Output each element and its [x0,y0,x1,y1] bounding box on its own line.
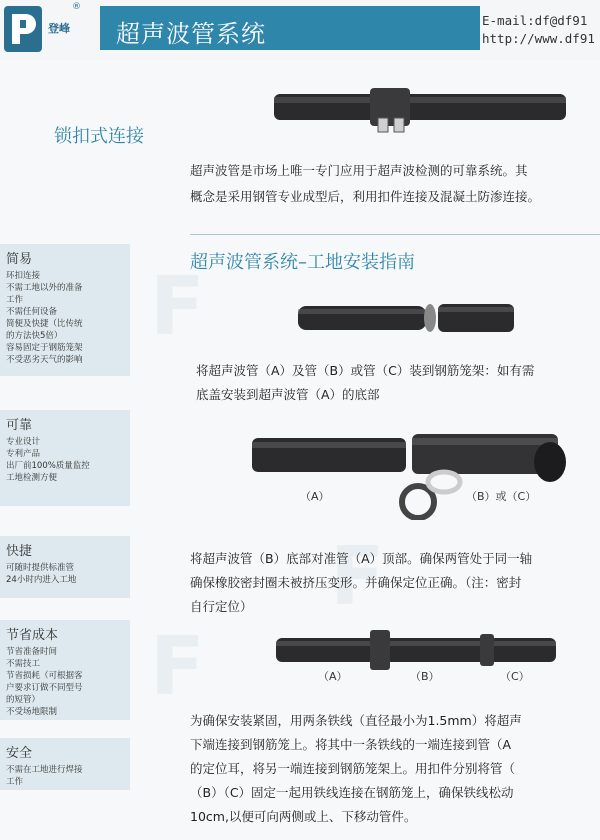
sidebar-line: 不需在工地进行焊接 [6,765,83,775]
label-b-or-c: （B）或（C） [466,490,537,503]
sidebar-line: 简便及快捷（比传统 [6,319,83,329]
pipe-parts-image [250,420,590,520]
registered-mark: ® [72,2,81,12]
sidebar-block-safe [0,738,130,790]
step1-line-1: 将超声波管（A）及管（B）或管（C）装到钢筋笼架：如有需 [196,363,535,378]
sidebar-line: 环扣连接 [6,271,41,281]
sidebar-block-title: 快捷 [6,544,33,559]
step3-line-1: 为确保安装紧固，用两条铁线（直径最小为1.5mm）将超声 [190,713,522,728]
sidebar-line: 可随时提供标准管 [6,563,75,573]
step2-line-1: 将超声波管（B）底部对准管（A）顶部。确保两管处于同一轴 [190,551,533,566]
sidebar-block-text [6,270,128,366]
sidebar-line: 工地检测方便 [6,473,58,483]
sidebar-block-reliable [0,410,130,506]
connected-pipe-image [270,82,570,138]
title-bar [100,6,480,50]
contact-info [482,12,595,48]
company-logo [4,6,42,52]
step3-line-2: 下端连接到钢筋笼上。将其中一条铁线的一端连接到管（A [190,737,512,752]
step1-line-2: 底盖安装到超声波管（A）的底部 [196,387,380,402]
step3-line-4: （B）（C）固定一起用铁线连接在钢筋笼上，确保铁线松动 [190,785,514,800]
guide-title: 超声波管系统–工地安装指南 [190,252,415,273]
sidebar-block-simple [0,244,130,376]
sidebar-line: 节省准备时间 [6,647,58,657]
sidebar-line: 的短管） [6,695,41,705]
sidebar-line: 专利产品 [6,449,41,459]
email-text: E-mail:df@df91 [482,13,588,28]
label-a: （A） [318,670,348,683]
label-b: （B） [410,670,440,683]
divider [190,234,600,235]
sidebar-line: 的方法快5倍） [6,331,63,341]
page-title: 超声波管系统 [116,20,266,48]
sidebar-line: 容易固定于钢筋笼架 [6,343,83,353]
sidebar-line: 不需工地以外的准备 [6,283,83,293]
sidebar-line: 工作 [6,777,24,787]
label-c: （C） [500,670,530,683]
sidebar-line: 出厂前100%质量监控 [6,461,90,471]
logo-text: 登峰 [48,22,70,35]
sidebar-block-title: 可靠 [6,418,33,433]
website-text: http://www.df91 [482,31,595,46]
label-a: （A） [300,490,330,503]
sidebar-block-text [6,562,128,586]
sidebar-line: 24小时内进入工地 [6,575,77,585]
step2-line-3: 自行定位） [190,599,253,614]
intro-line-1: 超声波管是市场上唯一专门应用于超声波检测的可靠系统。其 [190,163,528,178]
sidebar-block-title: 简易 [6,252,33,267]
step3-line-3: 的定位耳，将另一端连接到钢筋笼架上。用扣件分别将管（ [190,761,516,776]
step2-line-2: 确保橡胶密封圈未被挤压变形。并确保定位正确。（注：密封 [190,575,522,590]
sidebar-line: 不需任何设备 [6,307,58,317]
sidebar-line: 不需技工 [6,659,41,669]
sidebar-line: 户要求订做不同型号 [6,683,83,693]
sidebar-block-cost [0,620,130,720]
sidebar-line: 专业设计 [6,437,41,447]
intro-line-2: 概念是采用钢管专业成型后，利用扣件连接及混凝土防渗连接。 [190,189,541,204]
sidebar-block-text [6,436,128,484]
sidebar-block-text [6,646,128,718]
sidebar-line: 不受恶劣天气的影响 [6,355,83,365]
watermark-logo: F [150,620,205,713]
section-title: 锁扣式连接 [54,126,144,147]
sidebar-block-fast [0,536,130,598]
assembled-pipes-image [274,626,558,672]
pipe-pair-image [296,296,516,342]
sidebar-block-title: 安全 [6,746,33,761]
watermark-logo: F [330,530,385,623]
sidebar-block-text [6,764,128,788]
sidebar-line: 不受场地限制 [6,707,58,717]
sidebar-line: 工作 [6,295,24,305]
sidebar-block-title: 节省成本 [6,628,59,643]
watermark-logo: F [150,260,205,353]
step3-line-5: 10cm,以便可向两侧或上、下移动管件。 [190,809,417,824]
sidebar-line: 节省损耗（可根据客 [6,671,83,681]
